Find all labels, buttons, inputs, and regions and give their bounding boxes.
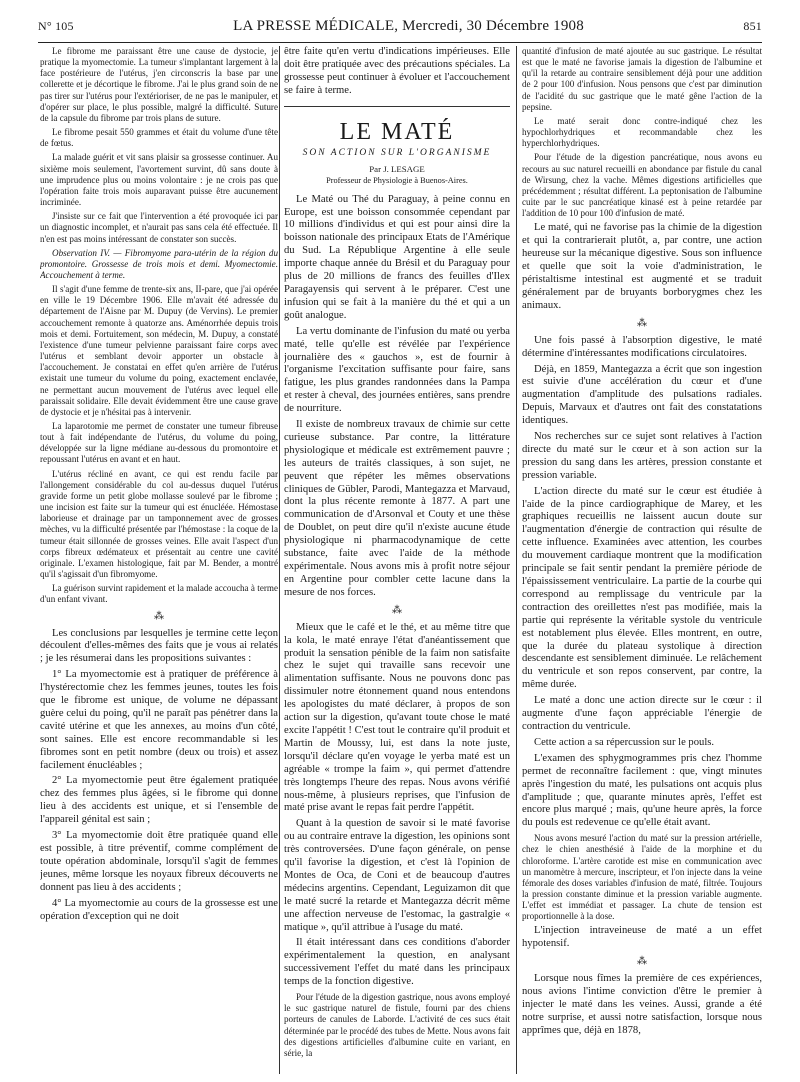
article-subtitle: SON ACTION SUR L'ORGANISME: [302, 147, 492, 158]
paragraph: Le fibrome me paraissant être une cause de dystocie, je pratique la myomectomie. La tumeur s'implantant largement à la face postérieure de l'utérus, j'en circonscris la base par une collerette et je décortique le fibrome. J'ai le plus grand soin de ne pas tirer sur l'utérus pour l'extérioriser, de ne pas le manipuler, et d'opérer sur place, le plus possible, malgré la difficulté. Suture de la capsule du fibrome par trois plans de suture.: [40, 46, 278, 123]
paragraph: Cette action a sa répercussion sur le pouls.: [534, 736, 715, 748]
paragraph: être faite qu'en vertu d'indications impérieuses. Elle doit être pratiquée avec des précautions spéciales. La grossesse peut continuer à évoluer et l'accouchement se faire à terme.: [284, 46, 510, 96]
paragraph: Nous avons mesuré l'action du maté sur la pression artérielle, chez le chien anesthésié à l'aide de la morphine et du chloroforme. L'artère carotide est mise en communication avec un manomètre à mercure, inscripteur, et l'on injecte dans la veine fémorale des doses variables d'infusion de maté, filtrée. Toujours la pression constante diminue et la pression variable augmente. L'effet est immédiat et passager. La chute de tension est proportionnelle à la dose.: [522, 833, 762, 922]
paragraph: Pour l'étude de la digestion pancréatique, nous avons eu recours au suc naturel recueilli en abondance par fistule du canal de Wirsung, chez la vache. Mêmes digestions artificielles que précédemment ; résultat différent. La peptonisation de l'albumine cuite par le suc pancréatique kinasé est à peine retardée par l'addition de 10 pour 100 d'infusion de maté.: [522, 152, 762, 219]
column-left: [40, 46, 278, 1076]
article-divider: [284, 106, 510, 107]
author-affiliation: Professeur de Physiologie à Buenos-Aires.: [326, 175, 468, 185]
paragraph: Quant à la question de savoir si le maté favorise ou au contraire entrave la digestion, les opinions sont très controversées. D'une façon générale, on pense qu'il favorise la digestion, et c'est là l'opinion de Montes de Oca, de Coni et de beaucoup d'autres médecins argentins. Cependant, Leguizamon dit que le maté sucré la retarde et Mantegazza décrit même une affection nerveuse de l'estomac, la gastralgie « matique », qu'il attribue à l'usage du maté.: [284, 818, 510, 933]
issue-number: N° 105: [38, 19, 74, 33]
section-separator: ⁂: [154, 610, 164, 622]
paragraph: La guérison survint rapidement et la malade accoucha à terme d'un enfant vivant.: [40, 583, 278, 605]
paragraph: La malade guérit et vit sans plaisir sa grossesse continuer. Au sixième mois seulement, l'avortement survint, dû sans doute à une imprudence plus ou moins volontaire : je ne crois pas que l'opération faite trois mois auparavant puisse être aucunement incriminée.: [40, 152, 278, 208]
paragraph: Déjà, en 1859, Mantegazza a écrit que son ingestion est suivie d'une accélération du cœur et d'une augmentation d'amplitude des pulsations radiales. Depuis, Marvaux et d'autres ont fait des constatations identiques.: [522, 363, 762, 427]
paragraph: La vertu dominante de l'infusion du maté ou yerba maté, telle qu'elle est révélée par l'expérience journalière des « gauchos », est de fournir à l'organisme l'excitation suffisante pour faire, sans fatigue, les plus grandes randonnées dans la Pampa et rester à cheval, des journées entières, sans prendre de nourriture.: [284, 325, 510, 415]
section-separator: ⁂: [637, 956, 647, 968]
paragraph: L'action directe du maté sur le cœur est étudiée à l'aide de la pince cardiographique de Marey, et les graphiques recueillis ne laissent aucun doute sur l'augmentation d'énergie de contraction qui résulte de cette influence. Examinées avec attention, les courbes du mouvement cardiaque montrent que la modification principale se fait sentir pendant la première période de l'épaississement ventriculaire. La partie de la courbe qui correspond au remplissage du ventricule par la contraction des oreillettes n'est pas modifiée, mais la partie qui représente la véritable systole du ventricule est notablement plus élevée. Elles montrent, en outre, que la durée du plateau systolique à direction descendante est sensiblement diminuée. Le relâchement du ventricule et son repos conservent, par contre, la même durée.: [522, 485, 762, 691]
journal-title: LA PRESSE MÉDICALE, Mercredi, 30 Décembre 1908: [233, 18, 584, 34]
paragraph: L'utérus récliné en avant, ce qui est rendu facile par l'allongement considérable du col au-dessus duquel l'utérus gravide forme un petit globe mollasse soulevé par le fibrome ; une incision est faite sur la tumeur qui est énucléée. Hémostase laborieuse et drainage par un tamponnement avec de grosses mèches, vu la difficulté présentée par l'hémostase : la coque de la tumeur était sillonnée de grosses veines. Elle avait l'aspect d'un corps fibreux œdémateux et présentait au centre une cavité originale. L'examen histologique, fait par M. Bender, a montré qu'il s'agissait d'un fibromyome.: [40, 468, 278, 580]
paragraph: Le maté, qui ne favorise pas la chimie de la digestion et qui la contrarierait plutôt, a, par contre, une action heureuse sur la mécanique digestive. Sous son influence et quelle que soit la voie d'administration, le péristaltisme intestinal est augmenté et se traduit généralement par de bruyants borborygmes chez les animaux.: [522, 222, 762, 311]
section-separator: ⁂: [637, 317, 647, 329]
paragraph: Mieux que le café et le thé, et au même titre que la kola, le maté enraye l'état d'anéantissement que produit la sensation pénible de la faim non satisfaite chez le sujet qui travaille sans recevoir une alimentation suffisante. Nous ne pouvons donc pas dissimuler notre étonnement quand nous entendons les apologistes du maté déclarer, à propos de son action sur la digestion, qu'avant toute chose le maté excite l'appétit ! C'est tout le contraire qu'il produit et Martin de Moussy, lui, est dans la note juste, lorsqu'il déclare qu'en voyage le yerba maté est un agréable « trompe la faim », qui permet d'attendre très longtemps l'heure des repas. Nous avons vérifié nous-même, à plusieurs reprises, que l'infusion de maté prise avant le repas fait perdre l'appétit.: [284, 621, 510, 814]
article-author: Par J. LESAGE: [369, 163, 425, 174]
paragraph: La laparotomie me permet de constater une tumeur fibreuse tout à fait indépendante de l'utérus, du volume du poing, développée sur la ligne médiane au-dessous du promontoire et repoussant l'utérus en avant et en haut.: [40, 421, 278, 465]
paragraph: Nos recherches sur ce sujet sont relatives à l'action directe du maté sur le cœur et à son action sur la pression du sang dans les artères, pression constante et pression variable.: [522, 431, 762, 481]
conclusion-item: 4° La myomectomie au cours de la grossesse est une opération d'exception qui ne doit: [40, 897, 278, 922]
observation-heading: Observation IV. — Fibromyome para-utérin de la région du promontoire. Grossesse de trois mois et demi. Myomectomie. Accouchement à terme.: [40, 247, 278, 280]
paragraph: Le maté serait donc contre-indiqué chez les hypochlorhydriques et recommandable chez les hyperchlorhydriques.: [522, 115, 762, 149]
column-rule: [516, 46, 517, 1074]
paragraph: Lorsque nous fîmes la première de ces expériences, nous avions l'intime conviction d'être le premier à injecter le maté dans les veines. Aussi, grande a été notre surprise, et aussi notre satisfaction, lorsque nous apprîmes que, déjà en 1878,: [522, 973, 762, 1036]
paragraph: Le fibrome pesait 550 grammes et était du volume d'une tête de fœtus.: [40, 127, 278, 149]
paragraph: Le maté a donc une action directe sur le cœur : il augmente d'une façon appréciable l'énergie de contraction du ventricule.: [522, 695, 762, 732]
page-header: [38, 18, 762, 43]
paragraph: J'insiste sur ce fait que l'intervention a été provoquée ici par un diagnostic incomplet, et n'aurait pas sans cela été effectuée. Il n'en est pas moins intéressant de constater son succès.: [40, 211, 278, 244]
column-right: [522, 46, 762, 1076]
paragraph: Le Maté ou Thé du Paraguay, à peine connu en Europe, est une boisson consommée cependant par 10 millions d'individus et qui est pour ainsi dire la boisson nationale des principaux Etats de l'Amérique du Sud. La République Argentine à elle seule importe chaque année du Brésil et du Paraguay pour plus de 20 millions de francs des feuilles d'Ilex Paragayensis qui servent à le préparer. C'est une infusion qui se fait à la manière du thé et qui a un goût analogue.: [284, 193, 510, 321]
conclusion-item: 2° La myomectomie peut être également pratiquée chez des femmes plus âgées, si le fibrome qui donne lieu à des accidents est unique, et si l'ensemble de l'appareil génital est sain ;: [40, 775, 278, 826]
paragraph: quantité d'infusion de maté ajoutée au suc gastrique. Le résultat est que le maté ne favorise jamais la digestion de l'albumine et qu'il la retarde au contraire sensiblement déjà pour une addition de 2 pour 100 d'infusion. Nous pensons que c'est par diminution de l'acidité du suc gastrique que le maté gêne l'action de la pepsine.: [522, 46, 762, 112]
conclusion-item: 1° La myomectomie est à pratiquer de préférence à l'hystérectomie chez les femmes jeunes, toutes les fois que le fibrome est unique, de volume ne dépassant guère celui du poing, qu'il ne paraît pas pénétrer dans la cavité utérine et que les annexes, au moins d'un côté, sont saines. Elle est encore recommandable si les fibromes sont en petit nombre (deux ou trois) et assez facilement énucléables ;: [40, 669, 278, 771]
paragraph: Pour l'étude de la digestion gastrique, nous avons employé le suc gastrique naturel de fistule, fourni par des chiens porteurs de canules de Laborde. L'activité de ces sucs était déterminée par le procédé des tubes de Mette. Nous avons fait des digestions artificielles d'albumine cuite en variant, en série, la: [284, 992, 510, 1058]
conclusion-item: 3° La myomectomie doit être pratiquée quand elle est possible, à titre préventif, comme complément de toute opération abdominale, lorsqu'il s'agit de femmes jeunes, même lorsque les noyaux fibreux découverts ne donnent pas lieu à des accidents ;: [40, 830, 278, 893]
paragraph: Les conclusions par lesquelles je termine cette leçon découlent d'elles-mêmes des faits que je vous ai relatés ; je les résumerai dans les propositions suivantes :: [40, 627, 278, 665]
column-middle: [284, 46, 510, 1076]
section-separator: ⁂: [392, 604, 402, 616]
paragraph: Une fois passé à l'absorption digestive, le maté détermine d'intéressantes modifications circulatoires.: [522, 334, 762, 359]
paragraph: L'injection intraveineuse de maté a un effet hypotensif.: [522, 925, 762, 950]
article-title: LE MATÉ: [339, 118, 455, 145]
paragraph: L'examen des sphygmogrammes pris chez l'homme permet de reconnaître facilement : que, vingt minutes après l'ingestion du maté, les pulsations ont acquis plus d'amplitude ; que, quarante minutes après, l'effet est encore plus marqué ; mais, qu'une heure après, la force du pouls est redevenue ce qu'elle était avant.: [522, 752, 762, 829]
page-number: 851: [743, 19, 762, 33]
paragraph: Il existe de nombreux travaux de chimie sur cette curieuse substance. Par contre, la littérature physiologique et médicale est extrêmement pauvre ; les auteurs de traités classiques, à son sujet, ne peuvent que répéter les mêmes observations cliniques de Gübler, Parodi, Mantegazza et Marvaud, dont la plus récente remonte à 1877. A part une communication de d'Arsonval et Couty et une thèse de Doublet, on peut dire qu'il n'existe aucune étude physiologique ni pharmacodynamique de cette substance, faite avec l'aide de la méthode expérimentale. Nous avons mis à profit notre séjour en Argentine pour combler cette lacune dans la mesure de nos forces.: [284, 419, 510, 598]
paragraph: Il s'agit d'une femme de trente-six ans, II-pare, que j'ai opérée en ville le 19 Décembre 1906. Elle m'avait été adressée du département de l'Aisne par M. Dupuy (de Vervins). Le premier accouchement remonte à quatorze ans. Aménorrhée depuis trois mois et demi. Fortuitement, son médecin, M. Dupuy, a constaté l'existence d'une tumeur pelvienne paraissant faire corps avec l'utérus et semblant devoir apporter un obstacle à l'accouchement. Je constatai en effet qu'en arrière de l'utérus existait une tumeur du volume du poing, exactement enclavée, ne permettant aucun mouvement de l'utérus avec lequel elle paraissait solidaire. Elle devait évidemment être une cause grave de dystocie et je n'hésitai pas à intervenir.: [40, 284, 278, 417]
paragraph: Il était intéressant dans ces conditions d'aborder expérimentalement la question, en analysant successivement l'effet du maté dans les principaux temps de la fonction digestive.: [284, 937, 510, 988]
column-rule: [279, 46, 280, 1074]
